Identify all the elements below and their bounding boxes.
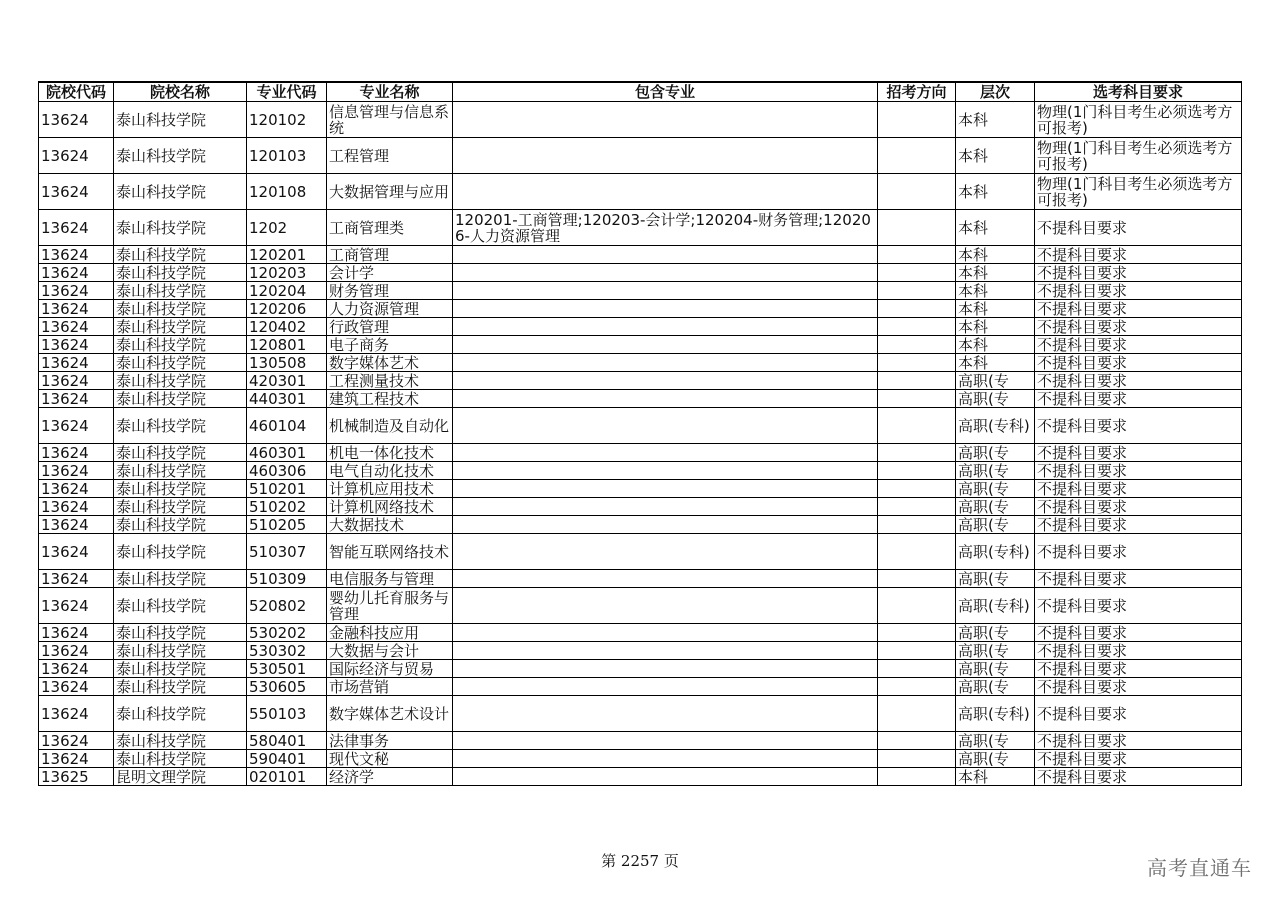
cell-included-majors xyxy=(453,732,878,750)
cell-school-code: 13624 xyxy=(39,462,114,480)
cell-subject-requirement: 物理(1门科目考生必须选考方可报考) xyxy=(1035,102,1242,138)
table-row xyxy=(39,588,1242,624)
cell-direction xyxy=(878,372,956,390)
cell-direction xyxy=(878,732,956,750)
cell-major-name: 法律事务 xyxy=(327,732,453,750)
cell-school-code: 13624 xyxy=(39,336,114,354)
cell-school-code: 13624 xyxy=(39,624,114,642)
cell-direction xyxy=(878,408,956,444)
cell-major-code: 120204 xyxy=(247,282,327,300)
cell-included-majors xyxy=(453,282,878,300)
cell-school-code: 13624 xyxy=(39,174,114,210)
cell-direction xyxy=(878,588,956,624)
cell-major-name: 数字媒体艺术 xyxy=(327,354,453,372)
cell-subject-requirement: 不提科目要求 xyxy=(1035,300,1242,318)
cell-major-name: 财务管理 xyxy=(327,282,453,300)
cell-school-name: 泰山科技学院 xyxy=(114,678,247,696)
cell-major-code: 460306 xyxy=(247,462,327,480)
cell-level: 高职(专 xyxy=(956,480,1035,498)
cell-level: 高职(专 xyxy=(956,750,1035,768)
cell-school-code: 13624 xyxy=(39,138,114,174)
cell-major-name: 电子商务 xyxy=(327,336,453,354)
cell-included-majors xyxy=(453,462,878,480)
cell-major-name: 大数据与会计 xyxy=(327,642,453,660)
cell-level: 本科 xyxy=(956,318,1035,336)
cell-major-name: 数字媒体艺术设计 xyxy=(327,696,453,732)
cell-major-code: 510202 xyxy=(247,498,327,516)
table-row xyxy=(39,390,1242,408)
cell-school-name: 泰山科技学院 xyxy=(114,534,247,570)
cell-included-majors xyxy=(453,390,878,408)
cell-direction xyxy=(878,336,956,354)
cell-direction xyxy=(878,660,956,678)
admissions-table xyxy=(38,81,1242,786)
table-row xyxy=(39,642,1242,660)
cell-direction xyxy=(878,750,956,768)
cell-major-name: 现代文秘 xyxy=(327,750,453,768)
cell-school-name: 泰山科技学院 xyxy=(114,174,247,210)
cell-level: 本科 xyxy=(956,336,1035,354)
table-row xyxy=(39,246,1242,264)
cell-school-name: 泰山科技学院 xyxy=(114,660,247,678)
table-row xyxy=(39,462,1242,480)
table-row xyxy=(39,282,1242,300)
cell-major-code: 510307 xyxy=(247,534,327,570)
cell-school-name: 泰山科技学院 xyxy=(114,624,247,642)
cell-major-name: 大数据管理与应用 xyxy=(327,174,453,210)
cell-school-name: 泰山科技学院 xyxy=(114,390,247,408)
cell-school-code: 13625 xyxy=(39,768,114,786)
cell-level: 高职(专 xyxy=(956,462,1035,480)
header-row xyxy=(39,82,1242,102)
cell-major-name: 工程测量技术 xyxy=(327,372,453,390)
cell-subject-requirement: 不提科目要求 xyxy=(1035,750,1242,768)
cell-major-code: 440301 xyxy=(247,390,327,408)
cell-school-name: 泰山科技学院 xyxy=(114,282,247,300)
cell-subject-requirement: 不提科目要求 xyxy=(1035,678,1242,696)
cell-major-name: 婴幼儿托育服务与管理 xyxy=(327,588,453,624)
cell-included-majors xyxy=(453,246,878,264)
cell-subject-requirement: 不提科目要求 xyxy=(1035,264,1242,282)
cell-included-majors xyxy=(453,642,878,660)
cell-school-code: 13624 xyxy=(39,444,114,462)
table-row xyxy=(39,336,1242,354)
cell-subject-requirement: 不提科目要求 xyxy=(1035,390,1242,408)
cell-major-name: 经济学 xyxy=(327,768,453,786)
cell-level: 本科 xyxy=(956,264,1035,282)
cell-major-code: 120103 xyxy=(247,138,327,174)
cell-school-name: 昆明文理学院 xyxy=(114,768,247,786)
cell-included-majors xyxy=(453,534,878,570)
cell-school-name: 泰山科技学院 xyxy=(114,480,247,498)
cell-direction xyxy=(878,534,956,570)
table-row xyxy=(39,678,1242,696)
cell-major-name: 机电一体化技术 xyxy=(327,444,453,462)
cell-level: 本科 xyxy=(956,300,1035,318)
cell-school-name: 泰山科技学院 xyxy=(114,642,247,660)
cell-school-name: 泰山科技学院 xyxy=(114,444,247,462)
cell-school-code: 13624 xyxy=(39,678,114,696)
header-level: 层次 xyxy=(956,82,1035,102)
cell-school-code: 13624 xyxy=(39,372,114,390)
cell-major-name: 电信服务与管理 xyxy=(327,570,453,588)
cell-direction xyxy=(878,210,956,246)
cell-direction xyxy=(878,624,956,642)
cell-major-name: 建筑工程技术 xyxy=(327,390,453,408)
cell-school-name: 泰山科技学院 xyxy=(114,516,247,534)
cell-level: 本科 xyxy=(956,246,1035,264)
page-number: 第 2257 页 xyxy=(601,852,679,870)
cell-major-name: 会计学 xyxy=(327,264,453,282)
table-row xyxy=(39,534,1242,570)
cell-included-majors xyxy=(453,678,878,696)
cell-school-name: 泰山科技学院 xyxy=(114,300,247,318)
cell-major-code: 460104 xyxy=(247,408,327,444)
cell-major-code: 130508 xyxy=(247,354,327,372)
table-row xyxy=(39,210,1242,246)
cell-subject-requirement: 不提科目要求 xyxy=(1035,462,1242,480)
cell-school-code: 13624 xyxy=(39,480,114,498)
cell-subject-requirement: 物理(1门科目考生必须选考方可报考) xyxy=(1035,174,1242,210)
cell-school-name: 泰山科技学院 xyxy=(114,354,247,372)
cell-level: 本科 xyxy=(956,210,1035,246)
cell-major-name: 金融科技应用 xyxy=(327,624,453,642)
header-major-code: 专业代码 xyxy=(247,82,327,102)
cell-direction xyxy=(878,768,956,786)
header-included-majors: 包含专业 xyxy=(453,82,878,102)
cell-direction xyxy=(878,480,956,498)
cell-included-majors xyxy=(453,480,878,498)
cell-included-majors xyxy=(453,444,878,462)
cell-major-name: 国际经济与贸易 xyxy=(327,660,453,678)
header-direction: 招考方向 xyxy=(878,82,956,102)
cell-school-code: 13624 xyxy=(39,498,114,516)
cell-level: 高职(专科) xyxy=(956,408,1035,444)
table-row xyxy=(39,624,1242,642)
cell-school-name: 泰山科技学院 xyxy=(114,588,247,624)
cell-major-code: 120203 xyxy=(247,264,327,282)
cell-major-name: 市场营销 xyxy=(327,678,453,696)
cell-school-code: 13624 xyxy=(39,516,114,534)
cell-major-code: 120206 xyxy=(247,300,327,318)
cell-major-code: 460301 xyxy=(247,444,327,462)
cell-included-majors xyxy=(453,102,878,138)
cell-included-majors xyxy=(453,750,878,768)
cell-school-code: 13624 xyxy=(39,696,114,732)
cell-direction xyxy=(878,498,956,516)
cell-included-majors xyxy=(453,354,878,372)
cell-major-name: 行政管理 xyxy=(327,318,453,336)
cell-major-name: 工商管理 xyxy=(327,246,453,264)
cell-subject-requirement: 不提科目要求 xyxy=(1035,588,1242,624)
cell-major-code: 1202 xyxy=(247,210,327,246)
cell-subject-requirement: 不提科目要求 xyxy=(1035,336,1242,354)
cell-direction xyxy=(878,264,956,282)
cell-school-code: 13624 xyxy=(39,318,114,336)
cell-included-majors xyxy=(453,516,878,534)
cell-school-name: 泰山科技学院 xyxy=(114,318,247,336)
cell-included-majors xyxy=(453,624,878,642)
cell-school-code: 13624 xyxy=(39,534,114,570)
cell-major-code: 120201 xyxy=(247,246,327,264)
cell-major-code: 590401 xyxy=(247,750,327,768)
cell-level: 高职(专 xyxy=(956,516,1035,534)
table-row xyxy=(39,768,1242,786)
cell-major-code: 020101 xyxy=(247,768,327,786)
cell-school-name: 泰山科技学院 xyxy=(114,246,247,264)
cell-direction xyxy=(878,246,956,264)
cell-direction xyxy=(878,570,956,588)
cell-school-name: 泰山科技学院 xyxy=(114,138,247,174)
cell-included-majors xyxy=(453,660,878,678)
cell-direction xyxy=(878,138,956,174)
cell-school-code: 13624 xyxy=(39,588,114,624)
cell-major-code: 510309 xyxy=(247,570,327,588)
cell-included-majors xyxy=(453,588,878,624)
cell-included-majors xyxy=(453,498,878,516)
cell-school-name: 泰山科技学院 xyxy=(114,750,247,768)
table-row xyxy=(39,570,1242,588)
cell-major-code: 530202 xyxy=(247,624,327,642)
cell-school-name: 泰山科技学院 xyxy=(114,372,247,390)
cell-level: 高职(专 xyxy=(956,372,1035,390)
cell-school-code: 13624 xyxy=(39,102,114,138)
cell-direction xyxy=(878,390,956,408)
cell-level: 高职(专 xyxy=(956,390,1035,408)
table-row xyxy=(39,480,1242,498)
cell-major-name: 计算机应用技术 xyxy=(327,480,453,498)
cell-level: 高职(专科) xyxy=(956,534,1035,570)
cell-level: 本科 xyxy=(956,138,1035,174)
cell-school-code: 13624 xyxy=(39,210,114,246)
cell-subject-requirement: 不提科目要求 xyxy=(1035,570,1242,588)
table-row xyxy=(39,732,1242,750)
table-row xyxy=(39,750,1242,768)
cell-level: 高职(专 xyxy=(956,678,1035,696)
cell-direction xyxy=(878,174,956,210)
cell-school-code: 13624 xyxy=(39,300,114,318)
cell-subject-requirement: 不提科目要求 xyxy=(1035,444,1242,462)
cell-subject-requirement: 不提科目要求 xyxy=(1035,354,1242,372)
table-row xyxy=(39,660,1242,678)
cell-subject-requirement: 不提科目要求 xyxy=(1035,516,1242,534)
cell-included-majors xyxy=(453,318,878,336)
cell-school-name: 泰山科技学院 xyxy=(114,336,247,354)
cell-level: 本科 xyxy=(956,102,1035,138)
cell-direction xyxy=(878,516,956,534)
cell-school-code: 13624 xyxy=(39,660,114,678)
table-row xyxy=(39,300,1242,318)
cell-subject-requirement: 不提科目要求 xyxy=(1035,624,1242,642)
table-row xyxy=(39,318,1242,336)
cell-level: 高职(专 xyxy=(956,570,1035,588)
cell-level: 本科 xyxy=(956,768,1035,786)
cell-level: 高职(专 xyxy=(956,660,1035,678)
cell-direction xyxy=(878,318,956,336)
cell-included-majors xyxy=(453,570,878,588)
cell-school-code: 13624 xyxy=(39,408,114,444)
cell-direction xyxy=(878,678,956,696)
cell-major-code: 120801 xyxy=(247,336,327,354)
cell-direction xyxy=(878,354,956,372)
cell-subject-requirement: 不提科目要求 xyxy=(1035,642,1242,660)
cell-major-name: 工商管理类 xyxy=(327,210,453,246)
cell-major-code: 520802 xyxy=(247,588,327,624)
table-row xyxy=(39,264,1242,282)
cell-school-name: 泰山科技学院 xyxy=(114,408,247,444)
cell-included-majors xyxy=(453,138,878,174)
cell-major-name: 电气自动化技术 xyxy=(327,462,453,480)
cell-major-code: 420301 xyxy=(247,372,327,390)
cell-school-code: 13624 xyxy=(39,246,114,264)
cell-school-code: 13624 xyxy=(39,642,114,660)
cell-major-code: 510205 xyxy=(247,516,327,534)
cell-level: 高职(专 xyxy=(956,732,1035,750)
table-row xyxy=(39,174,1242,210)
cell-school-name: 泰山科技学院 xyxy=(114,462,247,480)
header-school-name: 院校名称 xyxy=(114,82,247,102)
cell-school-name: 泰山科技学院 xyxy=(114,210,247,246)
cell-school-code: 13624 xyxy=(39,264,114,282)
cell-direction xyxy=(878,462,956,480)
cell-school-code: 13624 xyxy=(39,750,114,768)
cell-subject-requirement: 不提科目要求 xyxy=(1035,210,1242,246)
cell-subject-requirement: 不提科目要求 xyxy=(1035,660,1242,678)
cell-school-code: 13624 xyxy=(39,732,114,750)
cell-major-code: 120102 xyxy=(247,102,327,138)
cell-included-majors xyxy=(453,264,878,282)
cell-subject-requirement: 不提科目要求 xyxy=(1035,498,1242,516)
cell-school-code: 13624 xyxy=(39,354,114,372)
cell-subject-requirement: 不提科目要求 xyxy=(1035,282,1242,300)
cell-major-code: 510201 xyxy=(247,480,327,498)
cell-school-name: 泰山科技学院 xyxy=(114,696,247,732)
cell-direction xyxy=(878,102,956,138)
cell-major-code: 120402 xyxy=(247,318,327,336)
cell-included-majors xyxy=(453,768,878,786)
cell-subject-requirement: 物理(1门科目考生必须选考方可报考) xyxy=(1035,138,1242,174)
cell-included-majors xyxy=(453,336,878,354)
table-row xyxy=(39,102,1242,138)
cell-major-name: 机械制造及自动化 xyxy=(327,408,453,444)
header-major-name: 专业名称 xyxy=(327,82,453,102)
cell-school-name: 泰山科技学院 xyxy=(114,498,247,516)
cell-direction xyxy=(878,300,956,318)
cell-major-code: 530501 xyxy=(247,660,327,678)
cell-direction xyxy=(878,282,956,300)
cell-included-majors xyxy=(453,372,878,390)
cell-major-name: 信息管理与信息系统 xyxy=(327,102,453,138)
table-row xyxy=(39,138,1242,174)
cell-included-majors xyxy=(453,408,878,444)
cell-level: 高职(专 xyxy=(956,642,1035,660)
cell-school-code: 13624 xyxy=(39,390,114,408)
cell-included-majors: 120201-工商管理;120203-会计学;120204-财务管理;120206-人力资源管理 xyxy=(453,210,878,246)
table-row xyxy=(39,354,1242,372)
cell-major-code: 580401 xyxy=(247,732,327,750)
cell-direction xyxy=(878,696,956,732)
cell-major-name: 计算机网络技术 xyxy=(327,498,453,516)
cell-level: 本科 xyxy=(956,174,1035,210)
cell-subject-requirement: 不提科目要求 xyxy=(1035,768,1242,786)
cell-direction xyxy=(878,642,956,660)
cell-major-name: 智能互联网络技术 xyxy=(327,534,453,570)
table-row xyxy=(39,372,1242,390)
header-subject-requirement: 选考科目要求 xyxy=(1035,82,1242,102)
cell-level: 本科 xyxy=(956,282,1035,300)
cell-level: 本科 xyxy=(956,354,1035,372)
cell-school-code: 13624 xyxy=(39,570,114,588)
cell-included-majors xyxy=(453,696,878,732)
cell-major-code: 120108 xyxy=(247,174,327,210)
cell-major-code: 530302 xyxy=(247,642,327,660)
cell-major-name: 人力资源管理 xyxy=(327,300,453,318)
cell-school-name: 泰山科技学院 xyxy=(114,102,247,138)
table-body xyxy=(39,102,1242,786)
cell-subject-requirement: 不提科目要求 xyxy=(1035,696,1242,732)
cell-level: 高职(专 xyxy=(956,624,1035,642)
cell-major-code: 530605 xyxy=(247,678,327,696)
header-school-code: 院校代码 xyxy=(39,82,114,102)
cell-subject-requirement: 不提科目要求 xyxy=(1035,372,1242,390)
cell-level: 高职(专科) xyxy=(956,696,1035,732)
cell-level: 高职(专科) xyxy=(956,588,1035,624)
table-row xyxy=(39,408,1242,444)
cell-direction xyxy=(878,444,956,462)
cell-subject-requirement: 不提科目要求 xyxy=(1035,408,1242,444)
cell-level: 高职(专 xyxy=(956,498,1035,516)
cell-major-name: 工程管理 xyxy=(327,138,453,174)
cell-school-code: 13624 xyxy=(39,282,114,300)
cell-level: 高职(专 xyxy=(956,444,1035,462)
cell-school-name: 泰山科技学院 xyxy=(114,732,247,750)
cell-subject-requirement: 不提科目要求 xyxy=(1035,246,1242,264)
cell-school-name: 泰山科技学院 xyxy=(114,570,247,588)
cell-major-name: 大数据技术 xyxy=(327,516,453,534)
table-row xyxy=(39,696,1242,732)
table-row xyxy=(39,516,1242,534)
cell-school-name: 泰山科技学院 xyxy=(114,264,247,282)
table-row xyxy=(39,444,1242,462)
cell-subject-requirement: 不提科目要求 xyxy=(1035,318,1242,336)
cell-major-code: 550103 xyxy=(247,696,327,732)
cell-subject-requirement: 不提科目要求 xyxy=(1035,732,1242,750)
cell-subject-requirement: 不提科目要求 xyxy=(1035,480,1242,498)
cell-subject-requirement: 不提科目要求 xyxy=(1035,534,1242,570)
watermark: 高考直通车 xyxy=(1147,856,1252,880)
cell-included-majors xyxy=(453,174,878,210)
cell-included-majors xyxy=(453,300,878,318)
table-row xyxy=(39,498,1242,516)
